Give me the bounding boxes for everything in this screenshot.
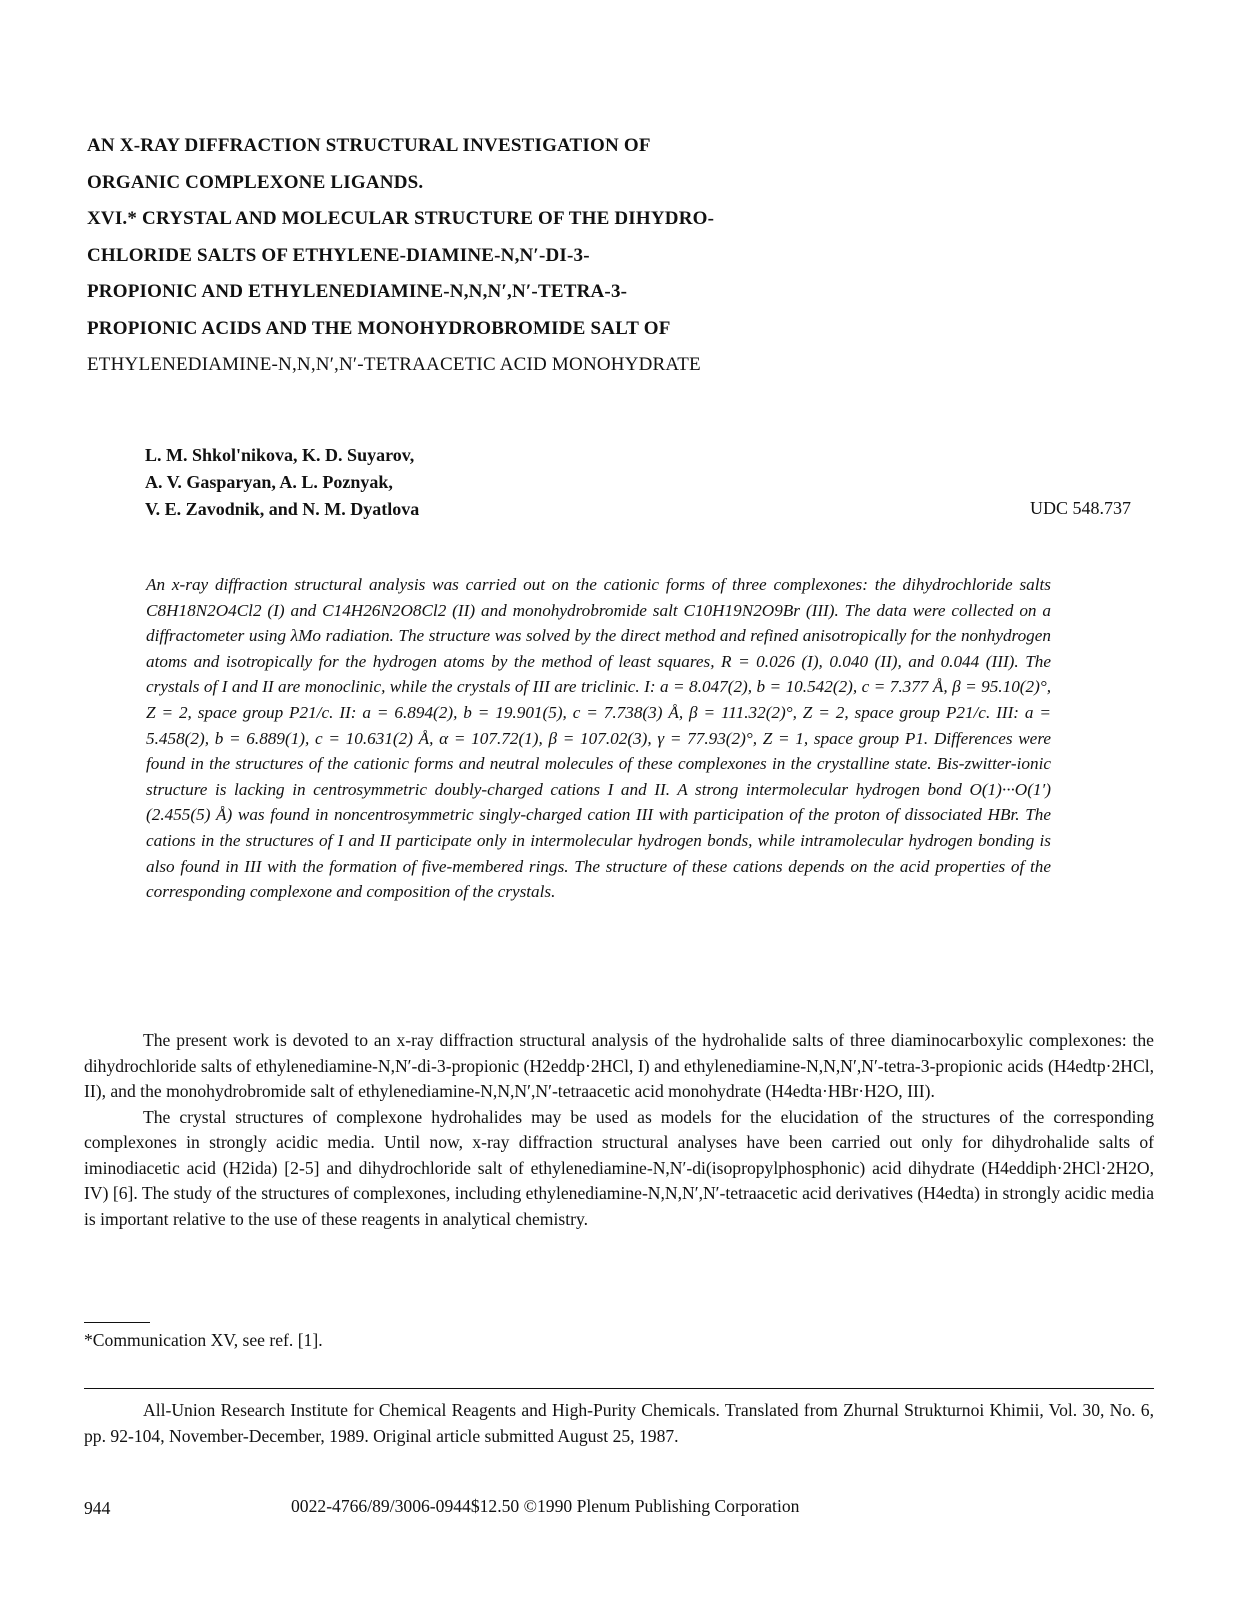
author-line: L. M. Shkol'nikova, K. D. Suyarov, bbox=[145, 445, 415, 465]
abstract: An x-ray diffraction structural analysis was carried out on the cationic forms of three complexones: the dihydrochloride salts C8H18N2O4Cl2 (I) and C14H26N2O8Cl2 (II) and monohydrobromide salt C10H19N2O9Br (III). The data were collected on a diffractometer using λMo radiation. The structure was solved by the direct method and refined anisotropically for the nonhydrogen atoms and isotropically for the hydrogen atoms by the method of least squares, R = 0.026 (I), 0.040 (II), and 0.044 (III). The crystals of I and II are monoclinic, while the crystals of III are triclinic. I: a = 8.047(2), b = 10.542(2), c = 7.377 Å, β = 95.10(2)°, Z = 2, space group P21/c. II: a = 6.894(2), b = 19.901(5), c = 7.738(3) Å, β = 111.32(2)°, Z = 2, space group P21/c. III: a = 5.458(2), b = 6.889(1), c = 10.631(2) Å, α = 107.72(1), β = 107.02(3), γ = 77.93(2)°, Z = 1, space group P1. Differences were found in the structures of the cationic forms and neutral molecules of these complexones in the crystalline state. Bis-zwitter-ionic structure is lacking in centrosymmetric doubly-charged cations I and II. A strong intermolecular hydrogen bond O(1)···O(1′) (2.455(5) Å) was found in noncentrosymmetric singly-charged cation III with participation of the proton of dissociated HBr. The cations in the structures of I and II participate only in intermolecular hydrogen bonds, while intramolecular hydrogen bonding is also found in III with the formation of five-membered rings. The structure of these cations depends on the acid properties of the corresponding complexone and composition of the crystals. bbox=[146, 575, 1051, 902]
body-text bbox=[84, 1028, 1154, 1232]
body-paragraph: The crystal structures of complexone hydrohalides may be used as models for the elucidation of the structures of the corresponding complexones in strongly acidic media. Until now, x-ray diffraction structural analyses have been carried out only for dihydrohalide salts of iminodiacetic acid (H2ida) [2-5] and dihydrochloride salt of ethylenediamine-N,N′-di(isopropylphosphonic) acid dihydrate (H4eddiph·2HCl·2H2O, IV) [6]. The study of the structures of complexones, including ethylenediamine-N,N,N′,N′-tetraacetic acid derivatives (H4edta) in strongly acidic media is important relative to the use of these reagents in analytical chemistry. bbox=[84, 1106, 1154, 1229]
affiliation-divider bbox=[84, 1388, 1154, 1389]
author-line: V. E. Zavodnik, and N. M. Dyatlova bbox=[145, 499, 420, 519]
page-number: 944 bbox=[84, 1498, 111, 1518]
title-line: ETHYLENEDIAMINE-N,N,N′,N′-TETRAACETIC ACID MONOHYDRATE bbox=[87, 354, 701, 375]
article-title bbox=[87, 128, 847, 384]
title-line: PROPIONIC ACIDS AND THE MONOHYDROBROMIDE SALT OF bbox=[87, 317, 671, 339]
body-paragraph: The present work is devoted to an x-ray diffraction structural analysis of the hydrohalide salts of three diaminocarboxylic complexones: the dihydrochloride salts of ethylenediamine-N,N′-di-3-propionic (H2eddp·2HCl, I) and ethylenediamine-N,N,N′,N′-tetra-3-propionic acids (H4edtp·2HCl, II), and the monohydrobromide salt of ethylenediamine-N,N,N′,N′-tetraacetic acid monohydrate (H4edta·HBr·H2O, III). bbox=[84, 1030, 1154, 1101]
title-line: AN X-RAY DIFFRACTION STRUCTURAL INVESTIGATION OF bbox=[87, 135, 651, 156]
author-list bbox=[145, 442, 845, 523]
title-line: XVI.* CRYSTAL AND MOLECULAR STRUCTURE OF THE DIHYDRO- bbox=[87, 208, 715, 229]
copyright-line: 0022-4766/89/3006-0944$12.50 ©1990 Plenum Publishing Corporation bbox=[291, 1496, 800, 1516]
title-line: PROPIONIC AND ETHYLENEDIAMINE-N,N,N′,N′-TETRA-3- bbox=[87, 281, 628, 302]
affiliation-note: All-Union Research Institute for Chemical Reagents and High-Purity Chemicals. Translated from Zhurnal Strukturnoi Khimii, Vol. 30, No. 6, pp. 92-104, November-December, 1989. Original article submitted August 25, 1987. bbox=[84, 1400, 1154, 1446]
udc-code: UDC 548.737 bbox=[1030, 498, 1132, 518]
footnote: *Communication XV, see ref. [1]. bbox=[84, 1330, 323, 1350]
title-line: CHLORIDE SALTS OF ETHYLENE-DIAMINE-N,N′-DI-3- bbox=[87, 244, 590, 266]
footnote-divider bbox=[84, 1322, 150, 1323]
title-line: ORGANIC COMPLEXONE LIGANDS. bbox=[87, 171, 424, 193]
author-line: A. V. Gasparyan, A. L. Poznyak, bbox=[145, 472, 393, 492]
